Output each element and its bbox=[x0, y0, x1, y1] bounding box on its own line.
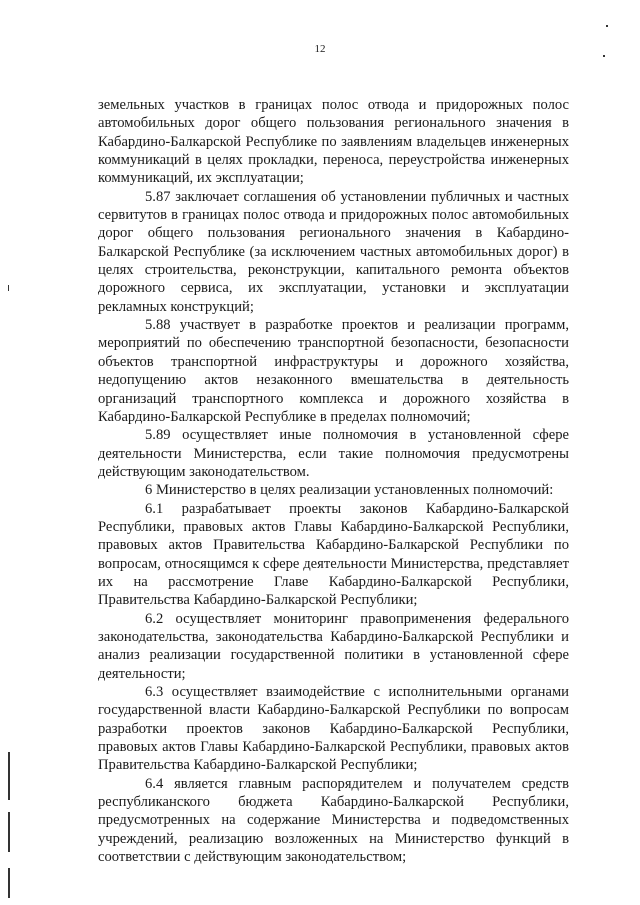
paragraph-5-87: 5.87 заключает соглашения об установлении публичных и частных сервитутов в границах полос отвода и придорожных полос автомобильных дорог общего пользования регионального значения в Кабардино-Балкарской Республике (за исключением частных автомобильных дорог) в целях строительства, реконструкции, капитального ремонта объектов дорожного сервиса, их эксплуатации, установки и эксплуатации рекламных конструкций; bbox=[98, 188, 569, 315]
page-number: 12 bbox=[314, 43, 326, 55]
paragraph-6: 6 Министерство в целях реализации установленных полномочий: bbox=[145, 482, 554, 499]
scan-mark bbox=[606, 25, 608, 27]
paragraph-6-1: 6.1 разрабатывает проекты законов Кабардино-Балкарской Республики, правовых актов Главы Кабардино-Балкарской Республики, правовых актов Правительства Кабардино-Балкарской Республики по вопросам, относящимся к сфере деятельности Министерства, представляет их на рассмотрение Главе Кабардино-Балкарской Республики, Правительства Кабардино-Балкарской Республики; bbox=[98, 500, 569, 609]
scan-mark bbox=[8, 285, 9, 291]
paragraph-continuation: земельных участков в границах полос отвода и придорожных полос автомобильных дорог общего пользования регионального значения в Кабардино-Балкарской Республике по заявлениям владельцев инженерных коммуникаций в целях прокладки, переноса, переустройства инженерных коммуникаций, их эксплуатации; bbox=[98, 97, 569, 187]
scan-mark bbox=[603, 55, 605, 57]
paragraph-6-4: 6.4 является главным распорядителем и получателем средств республиканского бюджета Кабардино-Балкарской Республики, предусмотренных на содержание Министерства и подведомственных учреждений, реализацию возложенных на Министерство функций в соответствии с действующим законодательством; bbox=[98, 775, 569, 866]
document-body bbox=[98, 96, 569, 866]
paragraph-6-2: 6.2 осуществляет мониторинг правоприменения федерального законодательства, законодательства Кабардино-Балкарской Республики и анализ реализации государственной политики в установленной сфере деятельности; bbox=[98, 610, 569, 682]
scan-mark bbox=[8, 812, 10, 852]
paragraph-5-89: 5.89 осуществляет иные полномочия в установленной сфере деятельности Министерства, если такие полномочия предусмотрены действующим законодательством. bbox=[98, 427, 569, 480]
paragraph-6-3: 6.3 осуществляет взаимодействие с исполнительными органами государственной власти Кабардино-Балкарской Республики по вопросам разработки проектов законов Кабардино-Балкарской Республики, правовых актов Главы Кабардино-Балкарской Республики, правовых актов Правительства Кабардино-Балкарской Республики; bbox=[98, 684, 569, 774]
scan-mark bbox=[8, 868, 10, 898]
paragraph-5-88: 5.88 участвует в разработке проектов и реализации программ, мероприятий по обеспечению транспортной безопасности, безопасности объектов транспортной инфраструктуры и дорожного хозяйства, недопущению актов незаконного вмешательства в деятельность организаций транспортного комплекса и дорожного хозяйства в Кабардино-Балкарской Республике в пределах полномочий; bbox=[98, 317, 569, 425]
scan-mark bbox=[8, 752, 10, 800]
